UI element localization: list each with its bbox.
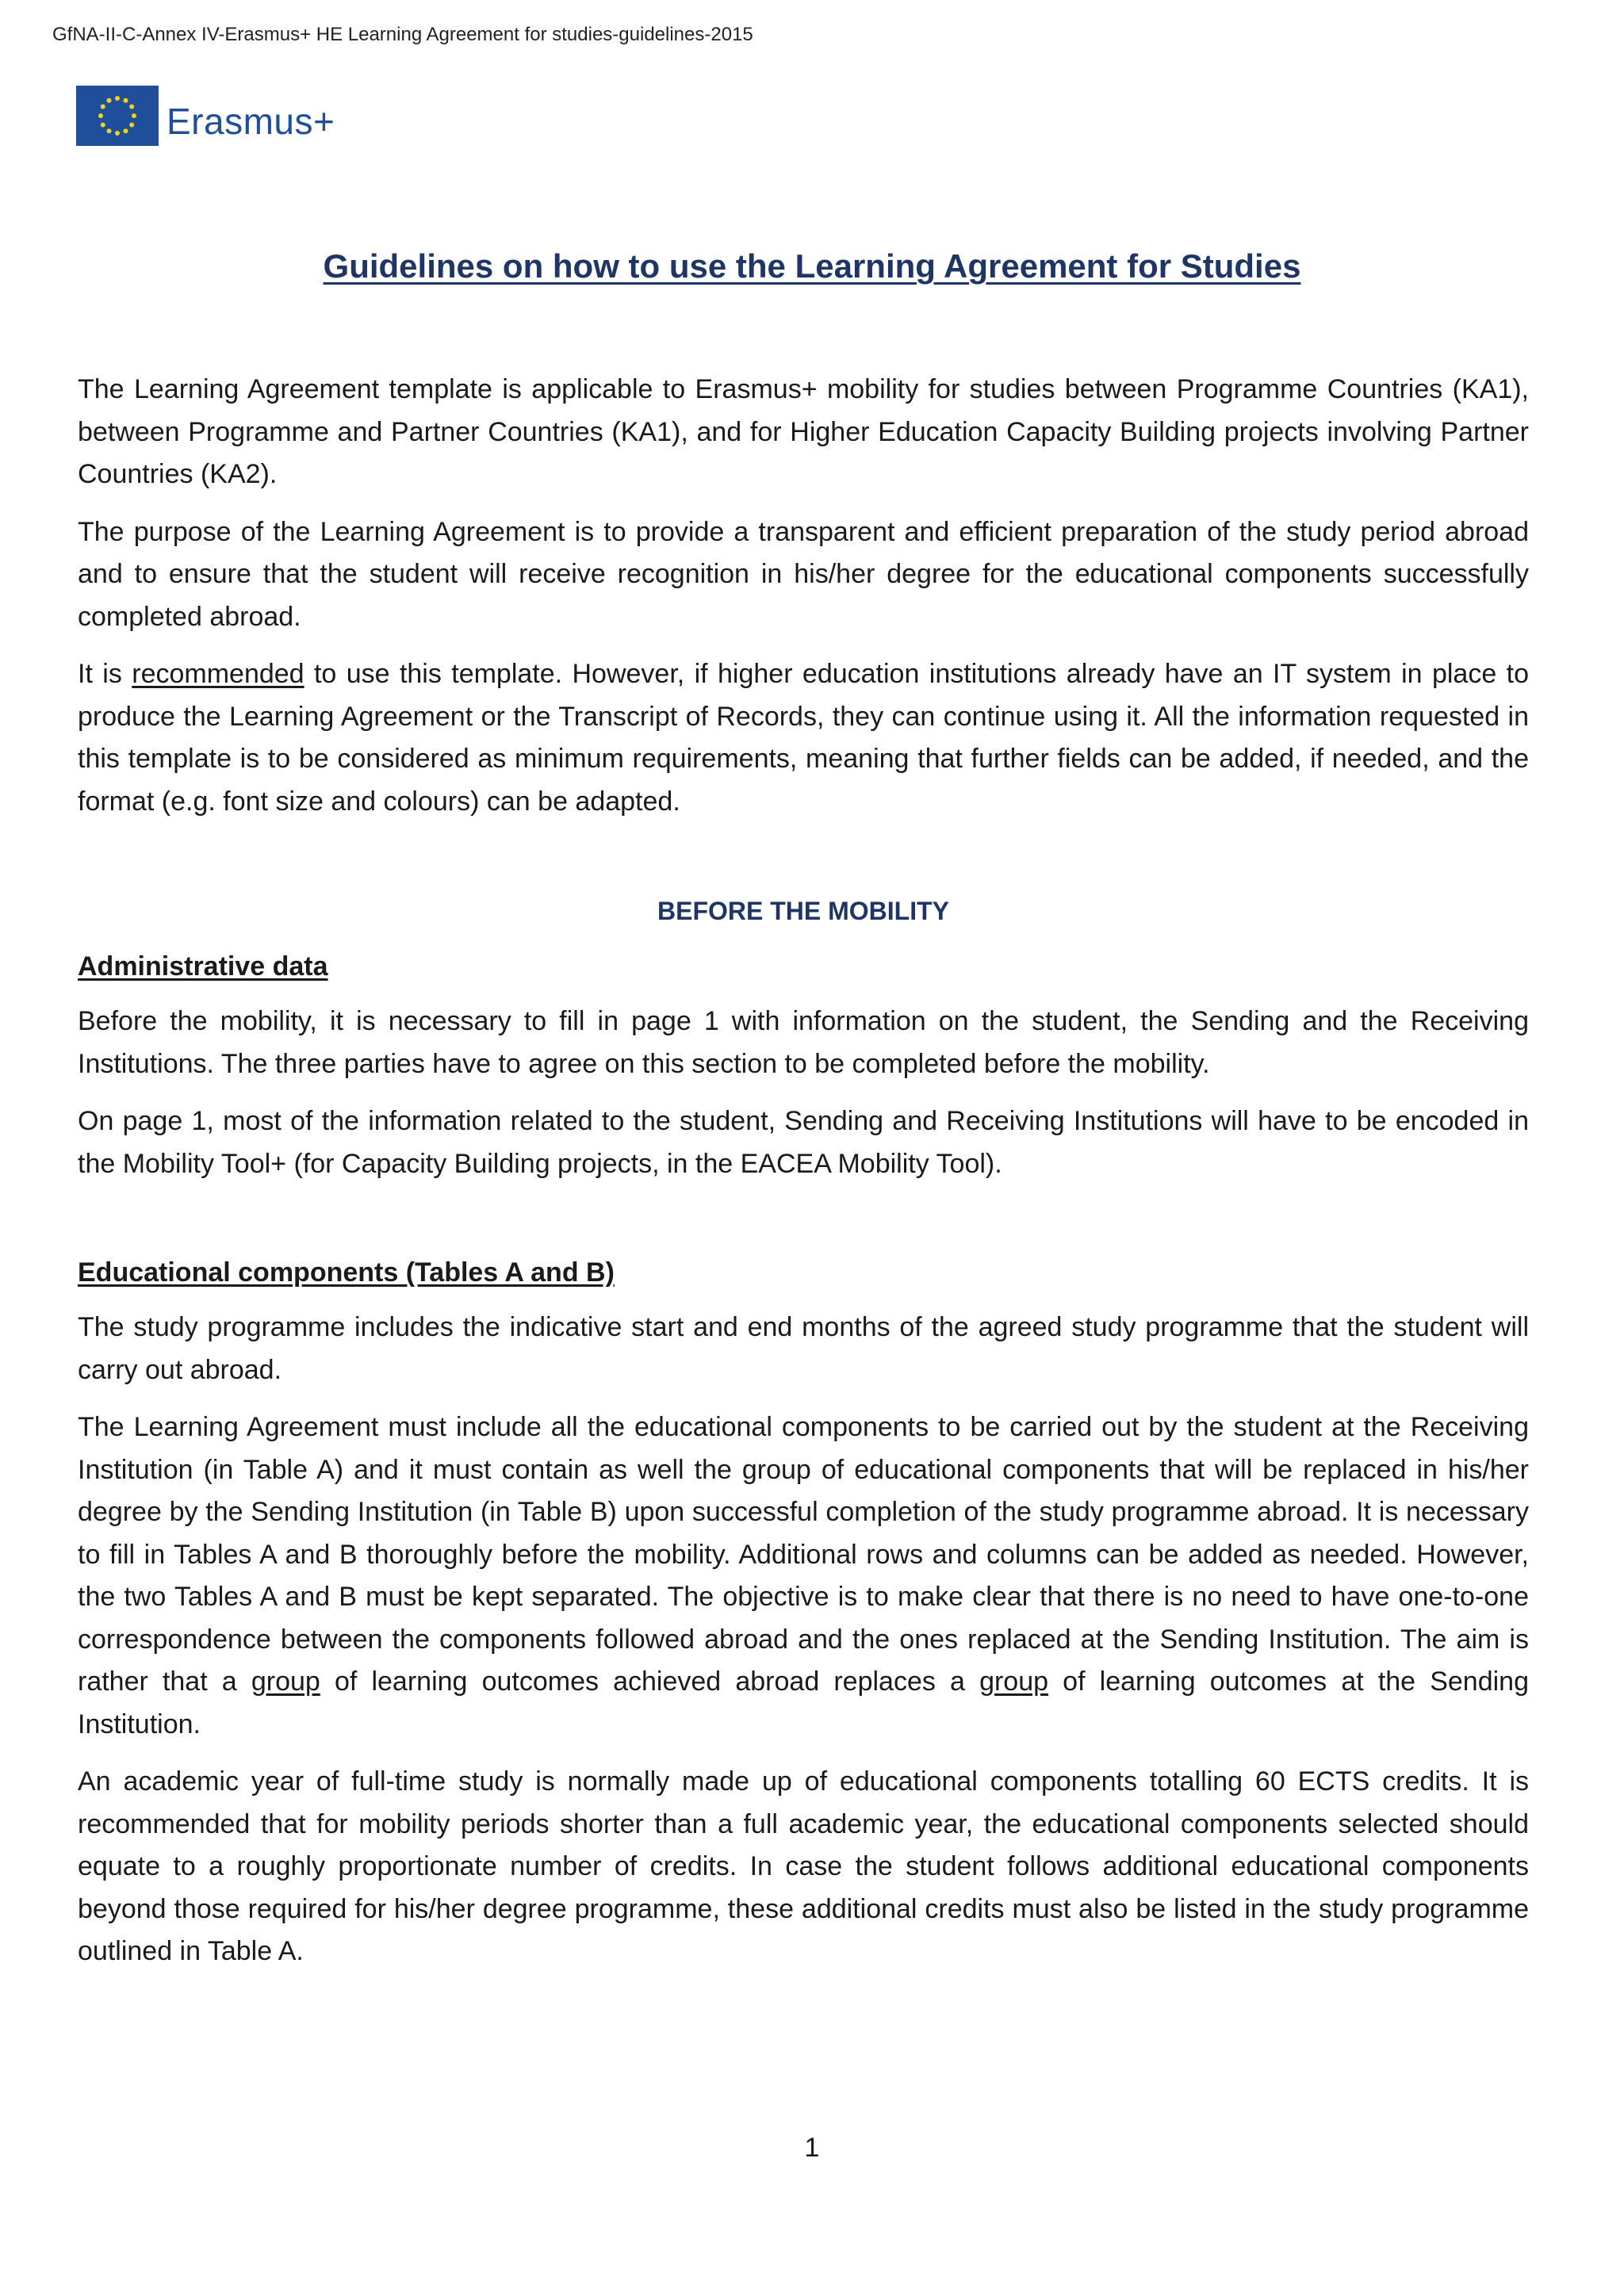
recommended-emphasis: recommended	[132, 659, 304, 689]
components-paragraph-3: An academic year of full-time study is normally made up of educational components totalling 60 ECTS credits. It is recommended that for mobility periods shorter than a full academic year, the educational components selected should equate to a roughly proportionate number of credits. In case the student follows additional educational components beyond those required for his/her degree programme, these additional credits must also be listed in the study programme outlined in Table A.	[78, 1766, 1529, 1966]
section-heading-before-mobility: BEFORE THE MOBILITY	[657, 897, 949, 925]
group-emphasis-2: group	[979, 1667, 1049, 1697]
subheading-administrative-data: Administrative data	[78, 951, 328, 982]
intro-paragraph-1: The Learning Agreement template is applicable to Erasmus+ mobility for studies between Programme Countries (KA1), between Programme and Partner Countries (KA1), and for Higher Education Capacity Building projects involving Partner Countries (KA2).	[78, 374, 1529, 489]
intro-p3-rest: to use this template. However, if higher education institutions already have an IT system in place to produce the Learning Agreement or the Transcript of Records, they can continue using it. All the information requested in this template is to be considered as minimum requirements, meaning that further fields can be added, if needed, and the format (e.g. font size and colours) can be adapted.	[78, 659, 1530, 817]
eu-flag-icon	[76, 86, 159, 146]
components-paragraph-2	[78, 1406, 1529, 1746]
intro-paragraph-3	[78, 653, 1529, 823]
components-p2-part-c: of learning outcomes at the Sending Institution.	[78, 1667, 1529, 1739]
running-header: GfNA-II-C-Annex IV-Erasmus+ HE Learning Agreement for studies-guidelines-2015	[52, 24, 753, 45]
erasmus-wordmark: Erasmus+	[167, 101, 335, 142]
subheading-educational-components: Educational components (Tables A and B)	[78, 1257, 615, 1288]
intro-paragraph-2: The purpose of the Learning Agreement is to provide a transparent and efficient preparation of the study period abroad and to ensure that the student will receive recognition in his/her degree for the educational components successfully completed abroad.	[78, 516, 1529, 632]
document-title-text: Guidelines on how to use the Learning Agreement for Studies	[323, 247, 1301, 285]
group-emphasis-1: group	[251, 1667, 320, 1697]
components-paragraph-1: The study programme includes the indicative start and end months of the agreed study programme that the student will carry out abroad.	[78, 1312, 1529, 1385]
admin-paragraph-1: Before the mobility, it is necessary to fill in page 1 with information on the student, the Sending and the Receiving Institutions. The three parties have to agree on this section to be completed before the mobility.	[78, 1006, 1529, 1079]
admin-paragraph-2: On page 1, most of the information related to the student, Sending and Receiving Institutions will have to be encoded in the Mobility Tool+ (for Capacity Building projects, in the EACEA Mobility Tool).	[78, 1106, 1529, 1179]
page-number: 1	[804, 2133, 820, 2163]
components-p2-part-b: of learning outcomes achieved abroad replaces a	[320, 1667, 980, 1697]
document-body	[78, 369, 1529, 1988]
intro-p3-start: It is	[78, 659, 132, 689]
document-title	[0, 247, 1624, 285]
components-p2-part-a: The Learning Agreement must include all the educational components to be carried out by the student at the Receiving Institution (in Table A) and it must contain as well the group of educational components that will be replaced in his/her degree by the Sending Institution (in Table B) upon successful completion of the study programme abroad. It is necessary to fill in Tables A and B thoroughly before the mobility. Additional rows and columns can be added as needed. However, the two Tables A and B must be kept separated. The objective is to make clear that there is no need to have one-to-one correspondence between the components followed abroad and the ones replaced at the Sending Institution. The aim is rather that a	[78, 1412, 1529, 1697]
erasmus-logo	[76, 86, 335, 146]
